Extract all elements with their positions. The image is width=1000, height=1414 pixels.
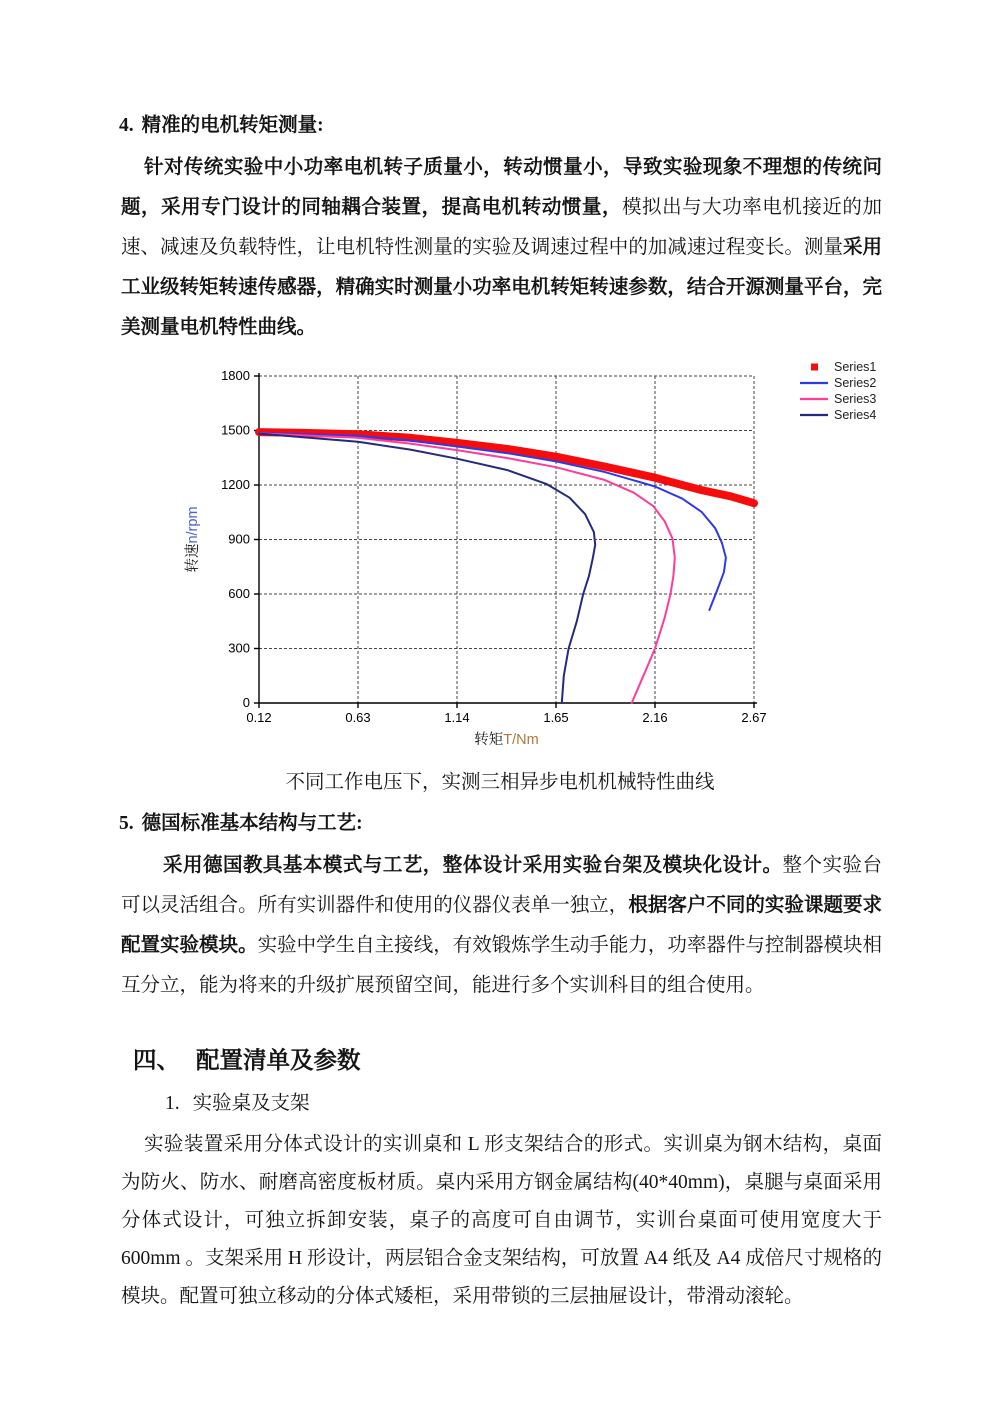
chart-axes [254,373,757,708]
svg-text:2.67: 2.67 [741,710,767,725]
section4-heading [119,0,882,140]
text-segment: 采用工业级转矩转速传感器，精确实时测量小功率电机转矩转速参数，结合开源测量平台，完美测量电机特性曲线。 [121,237,882,338]
svg-text:600: 600 [228,586,250,601]
chart-series-Series4 [259,434,595,703]
text-segment: 采用德国教具基本模式与工艺，整体设计采用实验台架及模块化设计。 [163,855,783,876]
svg-text:1500: 1500 [221,422,250,438]
text-segment: 实验中学生自主接线，有效锻炼学生动手能力，功率器件与控制器模块相互分立，能为将来的升级扩展预留空间，能进行多个实训科目的组合使用。 [121,935,882,996]
svg-text:900: 900 [228,531,250,547]
chart-series-Series2 [259,433,726,610]
config-section-title: 配置清单及参数 [196,1048,361,1074]
section4-paragraph [121,148,882,348]
legend-label-Series4: Series4 [834,408,877,422]
svg-text:0.12: 0.12 [246,710,272,725]
svg-text:1.14: 1.14 [444,710,470,725]
text-segment: 实验装置采用分体式设计的实训桌和 L 形支架结合的形式。实训桌为钢木结构，桌面为防火、防水、耐磨高密度板材质。桌内采用方钢金属结构(40*40mm)，桌腿与桌面采用分体式设计，可独立拆卸安装，桌子的高度可自由调节，实训台桌面可使用宽度大于 600mm 。支架采用 H 形设计，两层铝合金支架结构，可放置 A4 纸及 A4 成倍尺寸规格的模块。配置可独立移动的分体式矮柜，采用带锁的三层抽屉设计，带滑动滚轮。 [121,1134,882,1307]
section5-title: 德国标准基本结构与工艺: [141,813,363,834]
chart-legend [800,360,876,422]
legend-label-Series2: Series2 [834,376,877,390]
svg-text:0: 0 [242,695,250,710]
svg-text:1800: 1800 [221,368,250,383]
chart-tick-labels [221,368,767,725]
config-item1-title: 实验桌及支架 [192,1093,310,1114]
svg-text:300: 300 [228,640,250,656]
svg-text:1.65: 1.65 [543,710,569,725]
section4-title: 精准的电机转矩测量: [141,115,324,136]
svg-text:1200: 1200 [221,477,250,492]
section5-heading [119,810,882,838]
text-segment: 整个实验台可以灵活组合。所有实训器件和使用的仪器仪表单一独立， [121,855,882,916]
legend-label-Series3: Series3 [834,392,877,406]
legend-marker-Series1 [811,364,818,371]
chart-series-Series1 [259,432,754,503]
svg-text:2.16: 2.16 [642,710,668,725]
motor-characteristic-chart [180,354,900,758]
chart-y-axis-label: 转速n/rpm [185,506,201,573]
section5-paragraph [121,846,882,1006]
config-section-heading [133,1044,1000,1078]
chart-x-axis-label: 转矩T/Nm [474,732,539,748]
config-section-number: 四、 [133,1048,180,1074]
legend-label-Series1: Series1 [834,360,877,374]
chart-grid [259,376,754,703]
text-segment: 针对传统实验中小功率电机转子质量小，转动惯量小，导致实验现象不理想的传统问题，采用专门设计的同轴耦合装置，提高电机转动惯量， [121,157,882,218]
section5-number: 5. [119,813,134,834]
config-item1-number: 1. [165,1093,180,1114]
text-segment: 模拟出与大功率电机接近的加速、减速及负载特性，让电机特性测量的实验及调速过程中的加减速过程变长。测量 [121,197,882,258]
config-item1-heading [165,1090,1000,1118]
text-segment: 根据客户不同的实验课题要求配置实验模块。 [121,895,882,956]
config-item1-paragraph [121,1126,882,1316]
section4-number: 4. [119,115,134,136]
svg-text:0.63: 0.63 [345,710,371,725]
chart-caption: 不同工作电压下，实测三相异步电机机械特性曲线 [285,772,715,793]
motor-curve-figure [0,354,1000,758]
